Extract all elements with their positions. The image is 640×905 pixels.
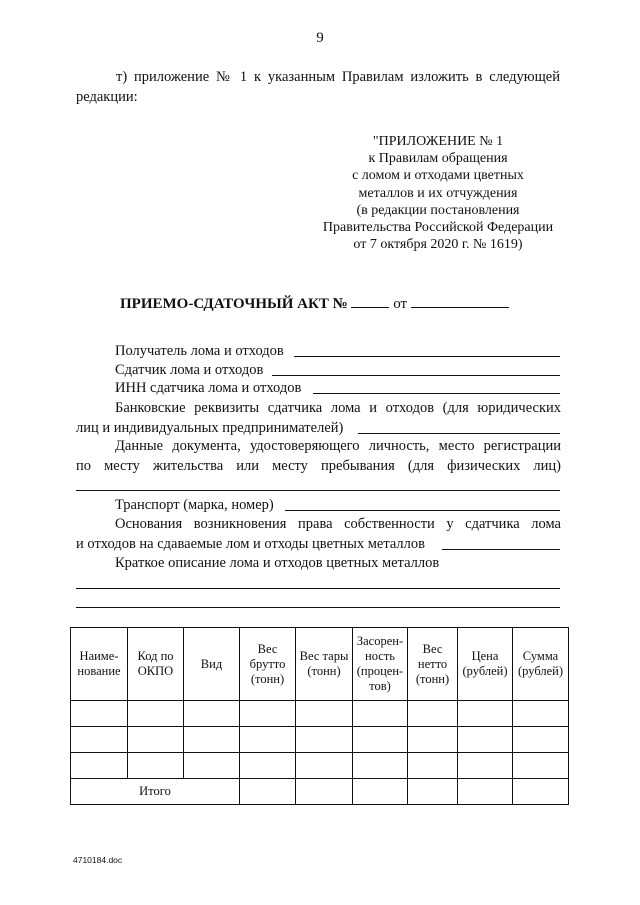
header-type: Вид <box>184 628 240 701</box>
table-cell[interactable] <box>296 779 353 805</box>
table-row <box>71 753 569 779</box>
table-cell[interactable] <box>296 701 353 727</box>
header-price: Цена (рублей) <box>458 628 513 701</box>
table-cell[interactable] <box>513 779 569 805</box>
table-cell[interactable] <box>128 701 184 727</box>
description-blank-2[interactable] <box>76 607 560 608</box>
ownership-line1: Основания возникновения права собственности у сдатчика лома <box>115 516 561 532</box>
table-row <box>71 701 569 727</box>
table-cell[interactable] <box>71 753 128 779</box>
table-cell[interactable] <box>353 727 408 753</box>
appendix-line: с ломом и отходами цветных <box>352 168 524 184</box>
table-cell[interactable] <box>458 727 513 753</box>
table-cell[interactable] <box>513 753 569 779</box>
receiver-label: Получатель лома и отходов <box>115 343 284 359</box>
inn-label: ИНН сдатчика лома и отходов <box>115 380 302 396</box>
inn-blank[interactable] <box>313 393 560 394</box>
act-title <box>120 293 509 313</box>
table-cell[interactable] <box>296 727 353 753</box>
description-label: Краткое описание лома и отходов цветных металлов <box>115 555 440 571</box>
total-label: Итого <box>71 779 240 805</box>
identity-doc-line1: Данные документа, удостоверяющего личность, место регистрации <box>115 438 561 454</box>
table-cell[interactable] <box>408 701 458 727</box>
header-gross-weight: Вес брутто (тонн) <box>240 628 296 701</box>
table-cell[interactable] <box>408 753 458 779</box>
header-sum: Сумма (рублей) <box>513 628 569 701</box>
appendix-line: от 7 октября 2020 г. № 1619) <box>353 237 523 253</box>
header-net-weight: Вес нетто (тонн) <box>408 628 458 701</box>
appendix-line: к Правилам обращения <box>368 151 508 167</box>
transport-blank[interactable] <box>285 510 560 511</box>
appendix-line: (в редакции постановления <box>356 202 520 218</box>
table-cell[interactable] <box>458 701 513 727</box>
act-title-text: ПРИЕМО-СДАТОЧНЫЙ АКТ № <box>120 296 348 312</box>
table-cell[interactable] <box>353 753 408 779</box>
table-cell[interactable] <box>71 727 128 753</box>
table-cell[interactable] <box>240 753 296 779</box>
table-cell[interactable] <box>184 727 240 753</box>
table-cell[interactable] <box>458 753 513 779</box>
table-cell[interactable] <box>353 701 408 727</box>
appendix-header <box>300 133 576 253</box>
transport-label: Транспорт (марка, номер) <box>115 497 274 513</box>
bank-details-line2: лиц и индивидуальных предпринимателей) <box>76 420 344 436</box>
footer-doc-code: 4710184.doc <box>73 855 123 865</box>
table-cell[interactable] <box>296 753 353 779</box>
identity-doc-blank[interactable] <box>76 490 560 491</box>
act-number-blank[interactable] <box>351 293 389 308</box>
header-okpo: Код по ОКПО <box>128 628 184 701</box>
bank-details-block <box>76 398 561 438</box>
supplier-label: Сдатчик лома и отходов <box>115 362 264 378</box>
table-cell[interactable] <box>240 727 296 753</box>
table-cell[interactable] <box>458 779 513 805</box>
ownership-line2: и отходов на сдаваемые лом и отходы цветных металлов <box>76 536 425 552</box>
scrap-table <box>70 627 569 805</box>
table-cell[interactable] <box>184 701 240 727</box>
appendix-line: металлов и их отчуждения <box>358 185 518 201</box>
table-cell[interactable] <box>184 753 240 779</box>
act-from-label: от <box>393 296 408 312</box>
header-name: Наиме- нование <box>71 628 128 701</box>
table-total-row <box>71 779 569 805</box>
table-cell[interactable] <box>71 701 128 727</box>
receiver-blank[interactable] <box>294 356 560 357</box>
table-cell[interactable] <box>240 779 296 805</box>
intro-paragraph: т) приложение № 1 к указанным Правилам изложить в следующей редакции: <box>76 69 560 105</box>
page-number: 9 <box>316 30 324 46</box>
table-cell[interactable] <box>128 753 184 779</box>
description-blank-1[interactable] <box>76 588 560 589</box>
table-cell[interactable] <box>128 727 184 753</box>
table-cell[interactable] <box>408 779 458 805</box>
identity-doc-line2: по месту жительства или месту пребывания (для физических лиц) <box>76 458 561 474</box>
header-contamination: Засорен- ность (процен- тов) <box>353 628 408 701</box>
table-cell[interactable] <box>240 701 296 727</box>
appendix-line: Правительства Российской Федерации <box>322 220 554 236</box>
bank-details-blank[interactable] <box>358 433 560 434</box>
table-cell[interactable] <box>408 727 458 753</box>
table-cell[interactable] <box>513 701 569 727</box>
table-cell[interactable] <box>513 727 569 753</box>
ownership-blank[interactable] <box>442 549 560 550</box>
ownership-block <box>76 514 561 554</box>
appendix-line: "ПРИЛОЖЕНИЕ № 1 <box>372 134 504 149</box>
bank-details-line1: Банковские реквизиты сдатчика лома и отходов (для юридических <box>115 400 561 416</box>
table-header-row <box>71 628 569 701</box>
table-cell[interactable] <box>353 779 408 805</box>
act-date-blank[interactable] <box>411 293 509 308</box>
identity-doc-block <box>76 436 561 476</box>
table-row <box>71 727 569 753</box>
supplier-blank[interactable] <box>272 375 560 376</box>
header-tare-weight: Вес тары (тонн) <box>296 628 353 701</box>
